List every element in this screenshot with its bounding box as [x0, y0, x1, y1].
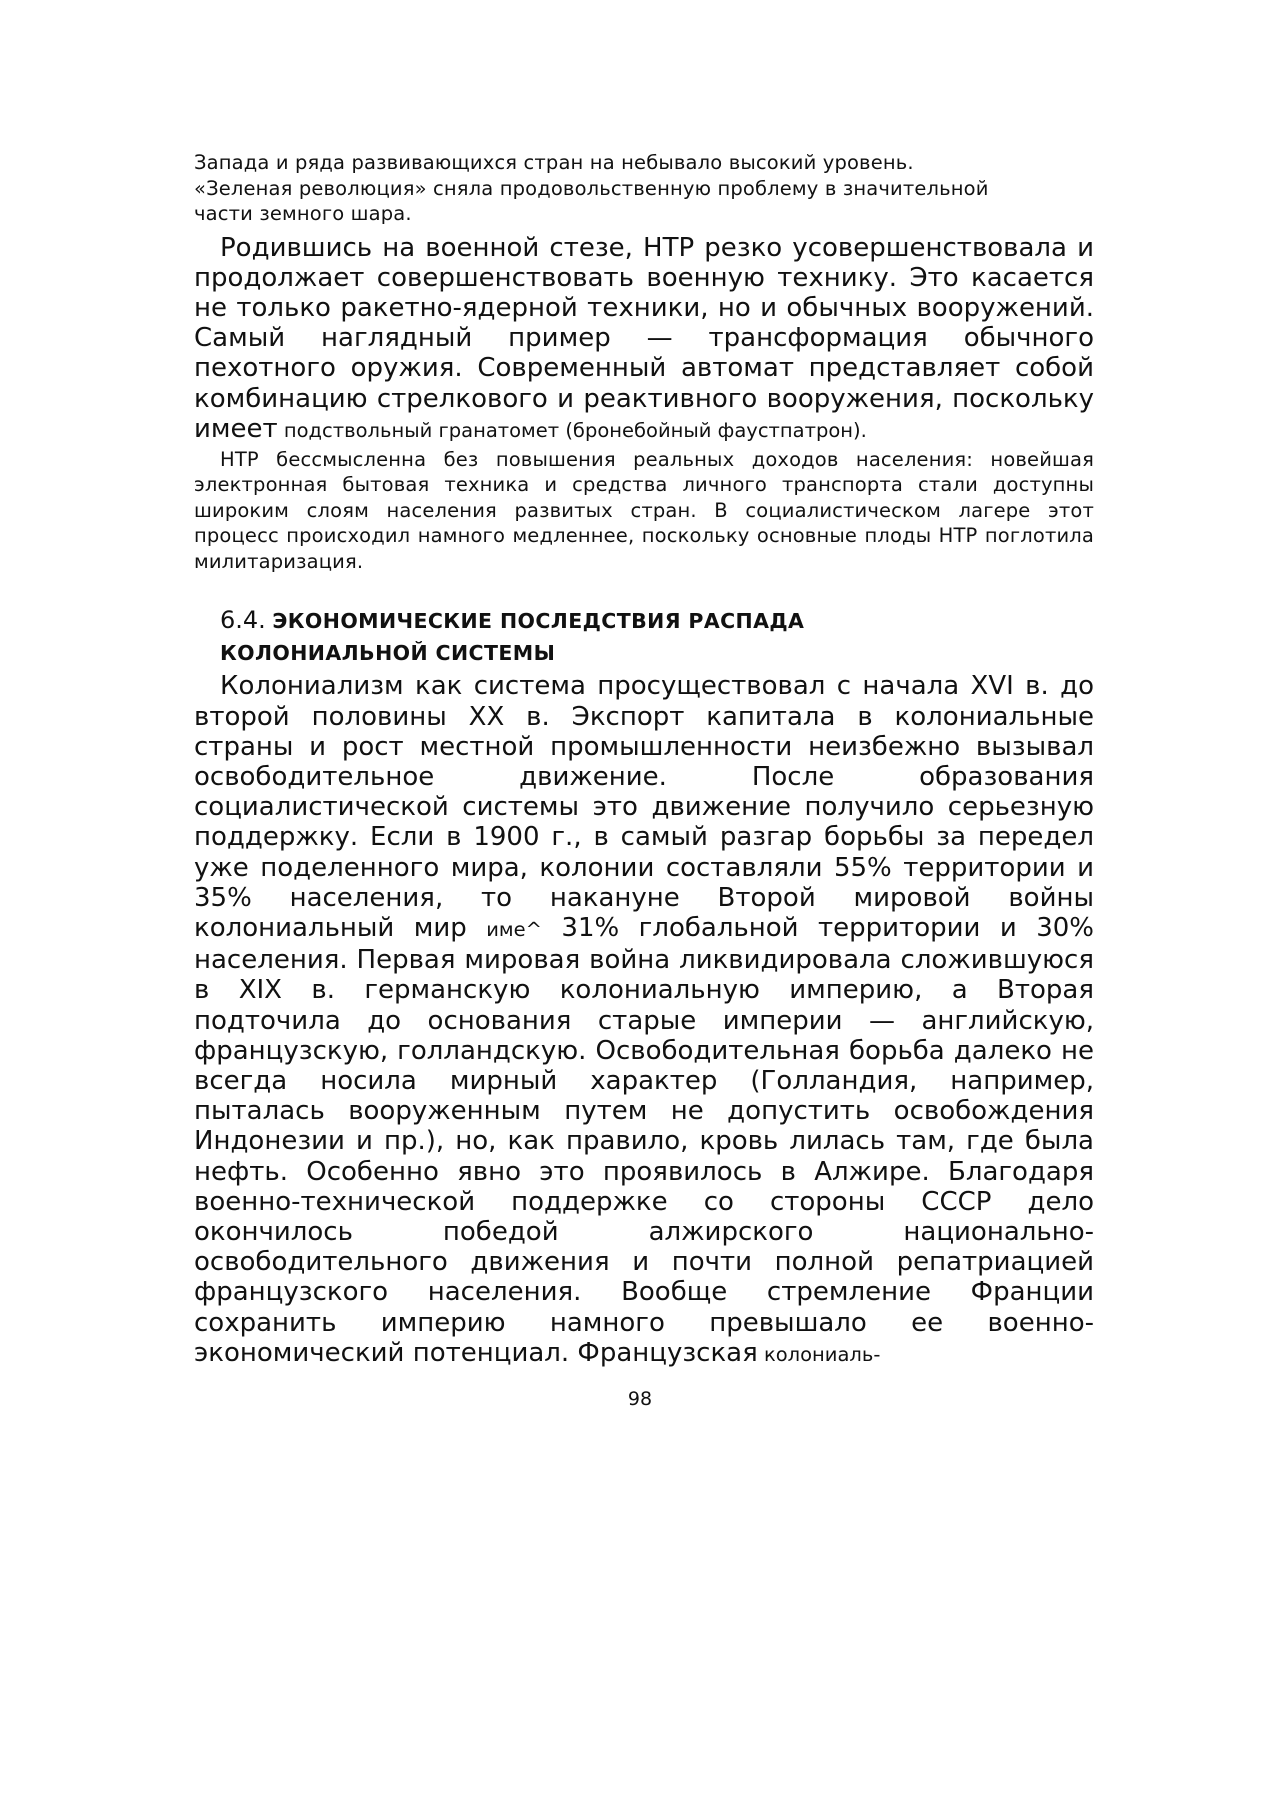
intro-paragraph [194, 150, 1094, 227]
colonialism-paragraph [194, 671, 1094, 1370]
section-title-line-2: КОЛОНИАЛЬНОЙ СИСТЕМЫ [220, 641, 556, 666]
section-number: 6.4. [220, 606, 266, 635]
colonial-ime-fragment: име^ [486, 918, 542, 942]
colonial-text-part-1: Колониализм как система просуществовал с начала XVI в. до второй половины XX в. Экспорт капитала в колониальные страны и рост местной промышленности неизбежно вызывал освободительное движение. После образования социалистической системы это движение получило серьезную поддержку. Если в 1900 г., в самый разгар борьбы за передел уже поделенного мира, колонии составляли 55% территории и 35% населения, то накануне Второй мировой войны колониальный мир [194, 671, 1094, 944]
section-heading [220, 604, 1094, 669]
colonial-tail-text: колониаль- [757, 1342, 881, 1366]
intro-line: части земного шара. [194, 202, 412, 225]
ntr-imeet-word: имеет [194, 413, 278, 444]
ntr-tail-text: подствольный гранатомет (бронебойный фаустпатрон). [277, 418, 867, 442]
page-number: 98 [627, 1388, 653, 1410]
intro-line: Запада и ряда развивающихся стран на небывало высокий уровень. [194, 151, 914, 174]
intro-line: «Зеленая революция» сняла продовольственную проблему в значительной [194, 176, 989, 200]
income-paragraph: НТР бессмысленна без повышения реальных доходов населения: новейшая электронная бытовая техника и средства личного транспорта стали доступны широким слоям населения развитых стран. В социалистическом лагере этот процесс происходил намного медленнее, поскольку основные плоды НТР поглотила милитаризация. [194, 447, 1094, 573]
ntr-main-text: Родившись на военной стезе, НТР резко усовершенствовала и продолжает совершенствовать военную технику. Это касается не только ракетно-ядерной техники, но и обычных вооружений. Самый наглядный пример — трансформация обычного пехотного оружия. Современный автомат представляет собой комбинацию стрелкового и реактивного вооружения, поскольку [194, 232, 1094, 414]
colonial-text-part-2: 31% глобальной территории и 30% населения. Первая мировая война ликвидировала сложившуюся в XIX в. германскую колониальную империю, а Вторая подточила до основания старые империи — английскую, французскую, голландскую. Освободительная борьба далеко не всегда носила мирный характер (Голландия, например, пыталась вооруженным путем не допустить освобождения Индонезии и пр.), но, как правило, кровь лилась там, где была нефть. Особенно явно это проявилось в Алжире. Благодаря военно-технической поддержке со стороны СССР дело окончилось победой алжирского национально-освободительного движения и почти полной репатриацией французского населения. Вообще стремление Франции сохранить империю намного превышало ее военно-экономический потенциал. Французская [194, 913, 1094, 1368]
section-title-line-1: ЭКОНОМИЧЕСКИЕ ПОСЛЕДСТВИЯ РАСПАДА [272, 609, 805, 634]
ntr-military-paragraph [194, 233, 1094, 446]
page-content [194, 150, 1094, 1370]
